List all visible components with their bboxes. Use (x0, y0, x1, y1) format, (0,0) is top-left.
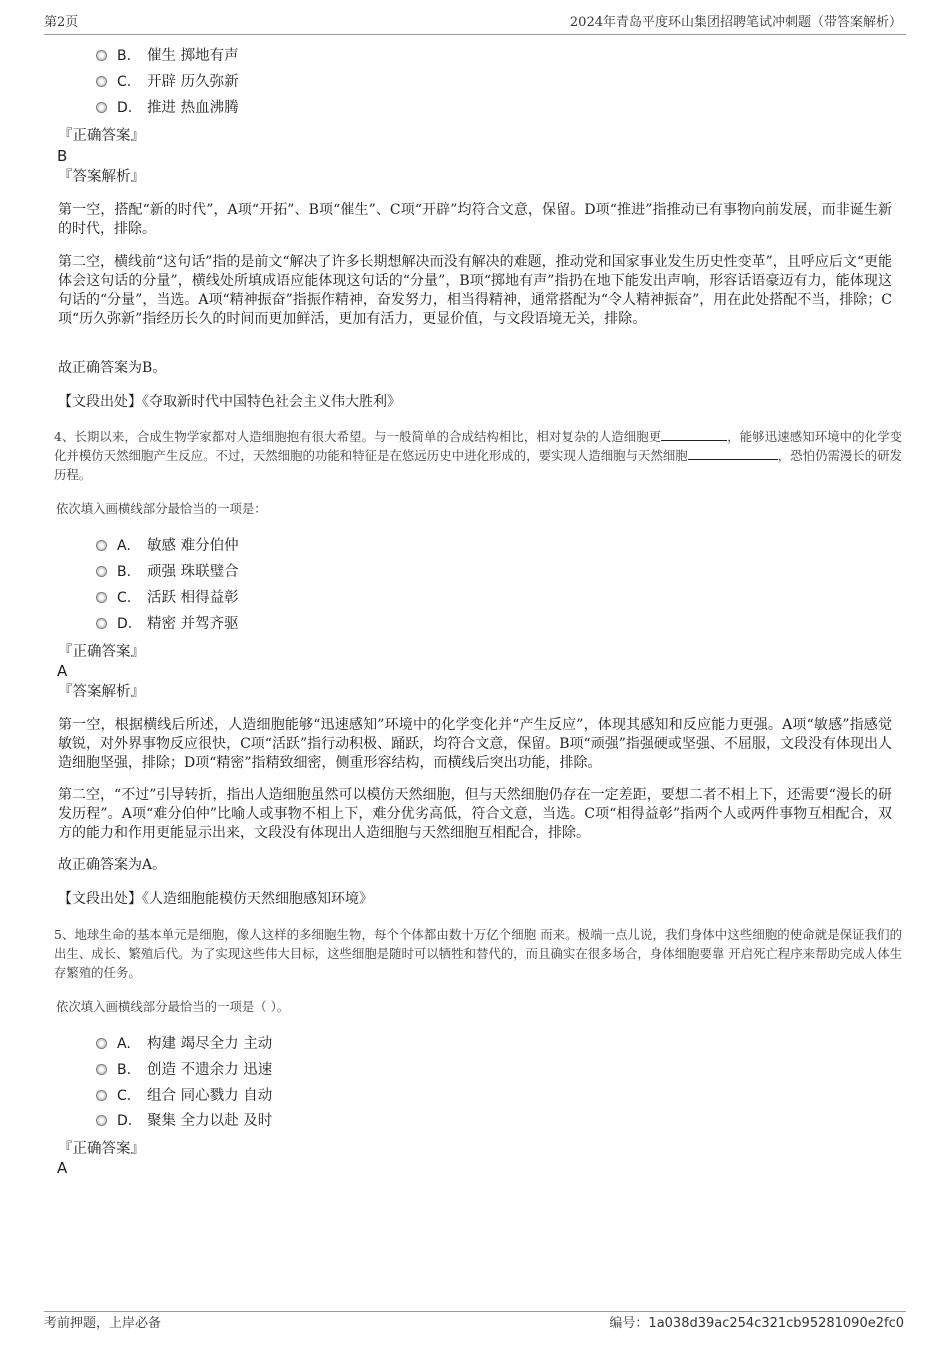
document-id: 编号：1a038d39ac254c321cb95281090e2fc0 (609, 1316, 904, 1331)
option-d[interactable]: D. 聚集 全力以赴 及时 (96, 1110, 272, 1134)
option-c[interactable]: C. 组合 同心戮力 自动 (96, 1085, 272, 1109)
radio-icon[interactable] (96, 1115, 107, 1126)
correct-answer: B (57, 147, 68, 165)
question-stem: 5、地球生命的基本单元是细胞，像人这样的多细胞生物，每个个体都由数十万亿个细胞 而来。极端一点儿说，我们身体中这些细胞的使命就是保证我们的出生、成长、繁殖后代。为了实现这些伟大目标，这些细胞是随时可以牺牲和替代的，而且确实在很多场合，身体细胞要靠 开启死亡程序来帮助完成人体生存繁殖的任务。 (54, 927, 903, 980)
question-hint: 依次填入画横线部分最恰当的一项是： (56, 501, 267, 516)
correct-answer: A (57, 662, 68, 680)
option-d[interactable]: D. 推进 热血沸腾 (96, 97, 239, 121)
page-footer (44, 1311, 906, 1334)
option-d[interactable]: D. 精密 并驾齐驱 (96, 613, 239, 637)
option-a[interactable]: A. 敏感 难分伯仲 (96, 535, 239, 559)
correct-answer-label: 『正确答案』 (58, 644, 145, 660)
source-citation: 【文段出处】《夺取新时代中国特色社会主义伟大胜利》 (58, 394, 401, 410)
page-number: 第2页 (44, 15, 79, 30)
analysis-paragraph: 第二空，横线前“这句话”指的是前文“解决了许多长期想解决而没有解决的难题，推动党和国家事业发生历史性变革”，且呼应后文“更能体会这句话的分量”，横线处所填成语应能体现这句话的“分量”，B项“掷地有声”指扔在地下能发出声响，形容话语豪迈有力，能体现这句话的“分量”，当选。A项“精神振奋”指振作精神，奋发努力，相当得精神，通常搭配为“令人精神振奋”，用在此处搭配不当，排除；C项“历久弥新”指经历长久的时间而更加鲜活，更加有活力，更显价值，与文段语境无关，排除。 (58, 254, 892, 327)
analysis-paragraph: 第二空，“不过”引导转折，指出人造细胞虽然可以模仿天然细胞，但与天然细胞仍存在一定差距，要想二者不相上下，还需要“漫长的研发历程”。A项“难分伯仲”比喻人或事物不相上下，难分优劣高低，符合文意，当选。C项“相得益彰”指两个人或两件事物互相配合，双方的能力和作用更能显示出来，文段没有体现出人造细胞与天然细胞互相配合，排除。 (58, 787, 892, 841)
page-header (44, 14, 906, 35)
analysis-label: 『答案解析』 (58, 169, 145, 185)
option-b[interactable]: B. 催生 掷地有声 (96, 45, 239, 69)
analysis-conclusion: 故正确答案为A。 (58, 857, 167, 873)
radio-icon[interactable] (96, 566, 107, 577)
radio-icon[interactable] (96, 1064, 107, 1075)
question-stem: 4、长期以来，合成生物学家都对人造细胞抱有很大希望。与一般简单的合成结构相比，相对复杂的人造细胞更 ，能够迅速感知环境中的化学变化并模仿天然细胞产生反应。不过，天然细胞的功能和特征是在悠远历史中进化形成的，要实现人造细胞与天然细胞 ，恐怕仍需漫长的研发历程。 (54, 429, 903, 482)
correct-answer: A (57, 1159, 68, 1177)
analysis-label: 『答案解析』 (58, 684, 145, 700)
option-a[interactable]: A. 构建 竭尽全力 主动 (96, 1033, 272, 1057)
option-c[interactable]: C. 开辟 历久弥新 (96, 71, 239, 95)
fill-blank (688, 447, 778, 460)
option-b[interactable]: B. 创造 不遗余力 迅速 (96, 1059, 272, 1083)
footer-slogan: 考前押题，上岸必备 (44, 1316, 162, 1331)
radio-icon[interactable] (96, 76, 107, 87)
radio-icon[interactable] (96, 1038, 107, 1049)
radio-icon[interactable] (96, 1090, 107, 1101)
question-hint: 依次填入画横线部分最恰当的一项是（ ）。 (56, 999, 290, 1014)
document-title: 2024年青岛平度环山集团招聘笔试冲刺题（带答案解析） (569, 15, 902, 30)
analysis-paragraph: 第一空，根据横线后所述，人造细胞能够“迅速感知”环境中的化学变化并“产生反应”，体现其感知和反应能力更强。A项“敏感”指感觉敏锐，对外界事物反应很快，C项“活跃”指行动积极、踊跃，均符合文意，保留。B项“顽强”指强硬或坚强、不屈服，文段没有体现出人造细胞坚强，排除；D项“精密”指精致细密，侧重形容结构，而横线后突出功能，排除。 (58, 717, 892, 771)
analysis-paragraph: 第一空，搭配“新的时代”，A项“开拓”、B项“催生”、C项“开辟”均符合文意，保留。D项“推进”指推动已有事物向前发展，而非诞生新的时代，排除。 (58, 202, 892, 237)
radio-icon[interactable] (96, 618, 107, 629)
source-citation: 【文段出处】《人造细胞能模仿天然细胞感知环境》 (58, 891, 373, 907)
option-b[interactable]: B. 顽强 珠联璧合 (96, 561, 239, 585)
option-c[interactable]: C. 活跃 相得益彰 (96, 587, 239, 611)
radio-icon[interactable] (96, 102, 107, 113)
fill-blank (661, 428, 727, 441)
correct-answer-label: 『正确答案』 (58, 1141, 145, 1157)
analysis-conclusion: 故正确答案为B。 (58, 360, 167, 376)
radio-icon[interactable] (96, 50, 107, 61)
correct-answer-label: 『正确答案』 (58, 128, 145, 144)
radio-icon[interactable] (96, 592, 107, 603)
radio-icon[interactable] (96, 540, 107, 551)
